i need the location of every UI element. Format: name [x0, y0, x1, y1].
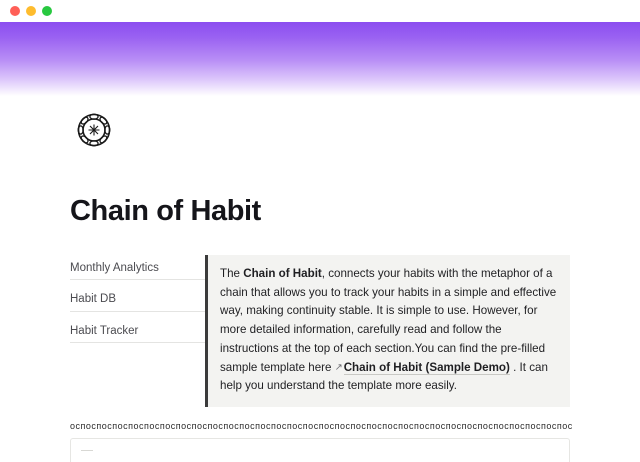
callout-text-body: , connects your habits with the metaphor of a chain that allows you to track your habits in a simple and effective way, making continuity stable. It is simple to use. However, for more detailed information, carefully read and follow the instructions at the top of each section.You can find the pre-filled sample template here [220, 266, 557, 374]
close-window-button[interactable] [10, 6, 20, 16]
page-title: Chain of Habit [70, 195, 261, 227]
callout-bold-name: Chain of Habit [243, 266, 322, 280]
page-columns [70, 255, 570, 407]
zoom-window-button[interactable] [42, 6, 52, 16]
callout-text-lead: The [220, 266, 244, 280]
sidebar-item-monthly-analytics[interactable]: Monthly Analytics [70, 257, 205, 280]
bottom-table-block[interactable] [70, 438, 570, 462]
table-cell-placeholder [81, 450, 93, 451]
window-controls [10, 6, 52, 16]
chain-divider: оспоспоспоспоспоспоспоспоспоспоспоспоспоспоспоспоспоспоспоспоспоспоспоспоспоспоспоспоспоспоспос [70, 421, 573, 432]
page-cover-image [0, 22, 640, 96]
chain-ring-icon[interactable] [70, 106, 118, 154]
sidebar-item-habit-db[interactable]: Habit DB [70, 288, 205, 311]
callout-text-tail: . It can help you understand the template more easily. [220, 360, 548, 393]
sample-demo-link[interactable]: Chain of Habit (Sample Demo) [343, 360, 510, 374]
external-link-icon: ↗ [334, 361, 343, 373]
sidebar-item-habit-tracker[interactable]: Habit Tracker [70, 320, 205, 343]
page-nav-column [70, 255, 205, 351]
info-callout [205, 255, 570, 407]
page-body [0, 96, 640, 432]
window-titlebar [0, 0, 640, 22]
minimize-window-button[interactable] [26, 6, 36, 16]
